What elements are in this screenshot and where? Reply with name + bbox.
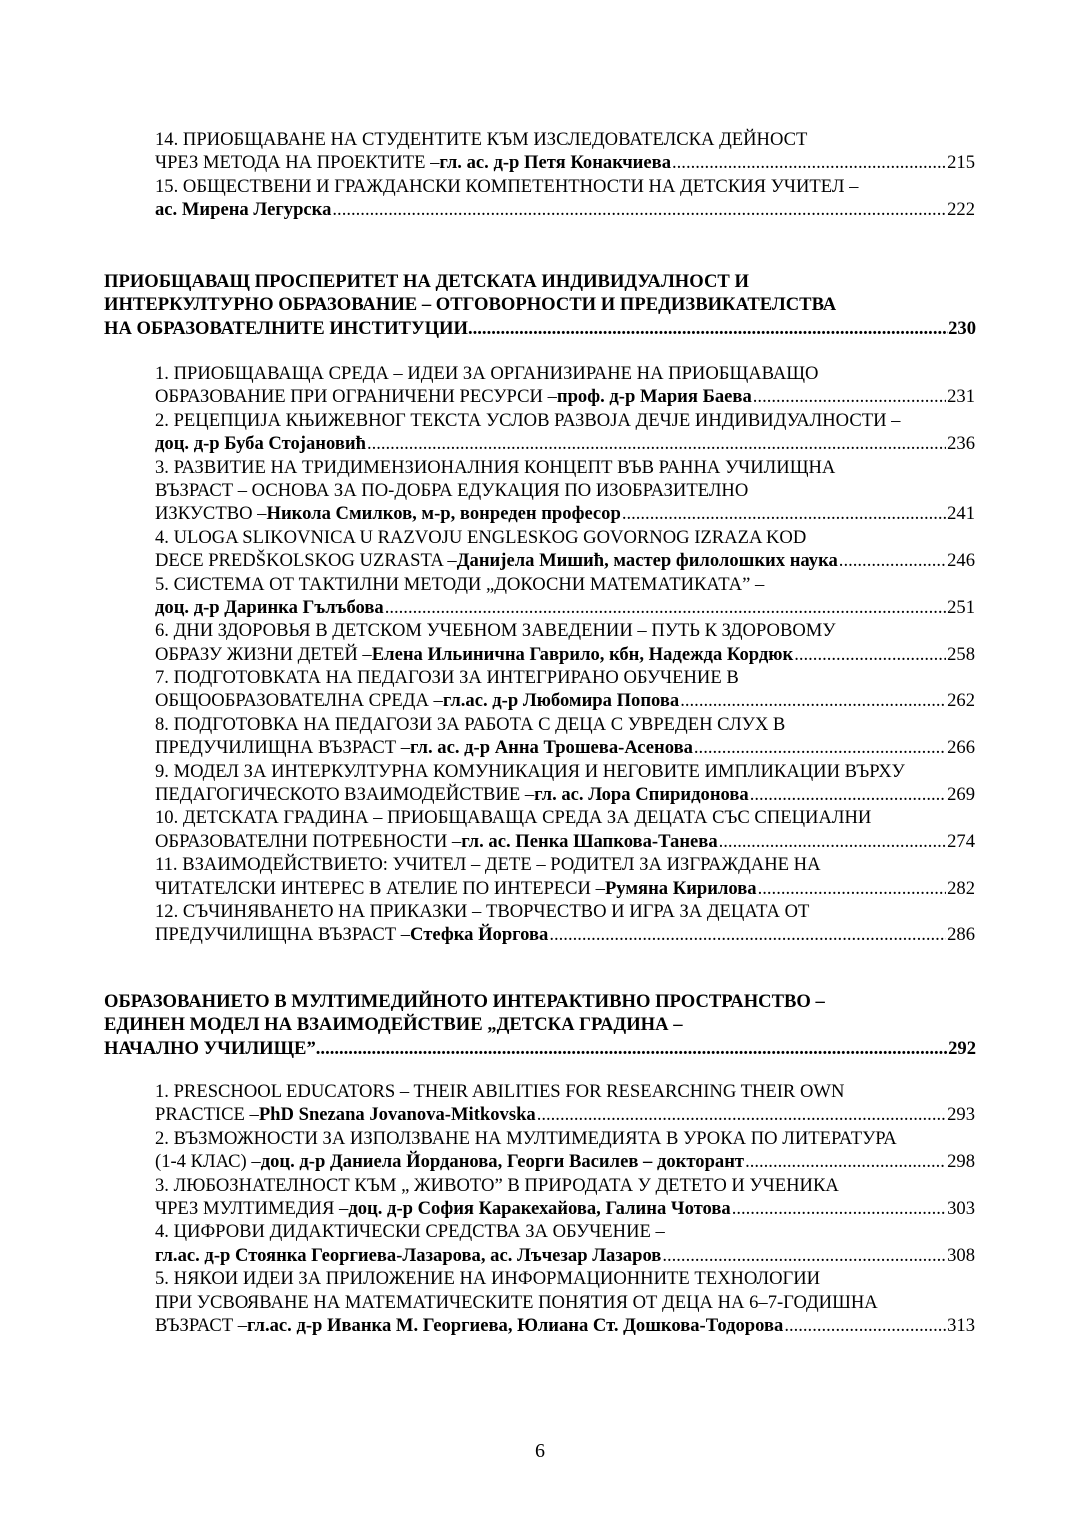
entry-line: ОБРАЗОВАНИЕТО В МУЛТИМЕДИЙНОТО ИНТЕРАКТИВНО ПРОСТРАНСТВО – [104, 991, 825, 1012]
entry-line [155, 596, 975, 619]
entry-line: (1-4 КЛАС) – доц. д-р Даниела Йорданова, Георги Василев – докторант ..... 298 [155, 1150, 975, 1173]
entry-line: ВЪЗРАСТ – ОСНОВА ЗА ПО-ДОБРА ЕДУКАЦИЯ ПО ИЗОБРАЗИТЕЛНО [155, 479, 749, 501]
entry-author: Данијела Мишић, мастер филолошких наука [456, 550, 838, 572]
dot-leader [549, 923, 946, 946]
dot-leader [537, 1103, 946, 1126]
entry-page: 236 [947, 433, 975, 455]
entry-line: PRACTICE – PhD Snezana Jovanova-Mitkovska ..... 293 [155, 1103, 975, 1126]
entry-page: 303 [947, 1197, 975, 1219]
entry-line: ОБЩООБРАЗОВАТЕЛНА СРЕДА – гл.ас. д-р Любомира Попова ..... 262 [155, 689, 975, 712]
section-heading[interactable] [104, 270, 976, 340]
entry-line: 3. ЛЮБОЗНАТЕЛНОСТ КЪМ „ ЖИВОТО” В ПРИРОДАТА У ДЕТЕТО И УЧЕНИКА [155, 1174, 839, 1196]
entry-line [155, 432, 975, 455]
entry-page: 258 [947, 643, 975, 665]
entry-author: Никола Смилков, м-р, вонреден професор [266, 503, 621, 525]
dot-leader [784, 1314, 946, 1337]
entry-line: 5. СИСТЕМА ОТ ТАКТИЛНИ МЕТОДИ „ДОКОСНИ МАТЕМАТИКАТА” – [155, 573, 765, 595]
dot-leader [745, 1150, 946, 1173]
dot-leader [385, 596, 946, 619]
page-number: 6 [535, 1440, 545, 1462]
entry-author: гл.ас. д-р Иванка М. Георгиева, Юлиана Ст. Дошкова-Тодорова [247, 1314, 784, 1336]
entry-page: 286 [947, 924, 975, 946]
entry-line: 11. ВЗАИМОДЕЙСТВИЕТО: УЧИТЕЛ – ДЕТЕ – РОДИТЕЛ ЗА ИЗГРАЖДАНЕ НА [155, 854, 821, 876]
entry-author: гл.ас. д-р Стоянка Георгиева-Лазарова, ас. Лъчезар Лазаров [155, 1244, 662, 1266]
entry-line: ПЕДАГОГИЧЕСКОТО ВЗАИМОДЕЙСТВИЕ – гл. ас. Лора Спиридонова ..... 269 [155, 783, 975, 806]
entry-page: 266 [947, 737, 975, 759]
entry-page: 246 [947, 550, 975, 572]
entry-author: доц. д-р Даниела Йорданова, Георги Василев – докторант [260, 1151, 745, 1173]
entry-line: ПРЕДУЧИЛИЩНА ВЪЗРАСТ – Стефка Йоргова ..... 286 [155, 923, 975, 946]
dot-leader [753, 385, 946, 408]
entry-line: ВЪЗРАСТ – гл.ас. д-р Иванка М. Георгиева, Юлиана Ст. Дошкова-Тодорова ..... 313 [155, 1314, 975, 1337]
dot-leader [758, 877, 947, 900]
entry-line: 10. ДЕТСКАТА ГРАДИНА – ПРИОБЩАВАЩА СРЕДА ЗА ДЕЦАТА СЪС СПЕЦИАЛНИ [155, 807, 872, 829]
dot-leader [750, 783, 946, 806]
entry-line: 2. РЕЦЕПЦИЈА КЊИЖЕВНОГ ТЕКСТА УСЛОВ РАЗВОЈА ДЕЧЈЕ ИНДИВИДУАЛНОСТИ – [155, 409, 901, 431]
entry-page: 231 [947, 386, 975, 408]
entry-line: ПРЕДУЧИЛИЩНА ВЪЗРАСТ – гл. ас. д-р Анна Трошева-Асенова ..... 266 [155, 736, 975, 759]
dot-leader [680, 689, 946, 712]
toc-entry[interactable] [155, 175, 975, 222]
entry-line: 7. ПОДГОТОВКАТА НА ПЕДАГОЗИ ЗА ИНТЕГРИРАНО ОБУЧЕНИЕ В [155, 667, 739, 689]
entry-page: 282 [947, 877, 975, 899]
entry-line: ИНТЕРКУЛТУРНО ОБРАЗОВАНИЕ – ОТГОВОРНОСТИ И ПРЕДИЗВИКАТЕЛСТВА [104, 294, 837, 316]
entry-last-line [155, 198, 975, 221]
entry-author: ас. Мирена Легурска [155, 199, 332, 221]
dot-leader [732, 1197, 946, 1220]
entry-author: доц. д-р Даринка Гълъбова [155, 596, 384, 618]
entry-line: ОБРАЗУ ЖИЗНИ ДЕТЕЙ – Елена Ильинична Гаврило, кбн, Надежда Кордюк ..... 258 [155, 643, 975, 666]
dot-leader [719, 830, 946, 853]
dot-leader [839, 549, 946, 572]
entry-line [155, 1244, 975, 1267]
dot-leader [694, 736, 946, 759]
entry-line: 2. ВЪЗМОЖНОСТИ ЗА ИЗПОЛЗВАНЕ НА МУЛТИМЕДИЯТА В УРОКА ПО ЛИТЕРАТУРА [155, 1127, 897, 1149]
entry-line: 4. ULOGA SLIKOVNICA U RAZVOJU ENGLESKOG GOVORNOG IZRAZA KOD [155, 526, 807, 548]
entry-author: Елена Ильинична Гаврило, кбн, Надежда Кордюк [371, 643, 794, 665]
entry-line: 6. ДНИ ЗДОРОВЬЯ В ДЕТСКОМ УЧЕБНОМ ЗАВЕДЕНИИ – ПУТЬ К ЗДОРОВОМУ [155, 620, 836, 642]
entry-line: 15. ОБЩЕСТВЕНИ И ГРАЖДАНСКИ КОМПЕТЕНТНОСТИ НА ДЕТСКИЯ УЧИТЕЛ – [155, 175, 859, 197]
entry-author: проф. д-р Мария Баева [556, 386, 752, 408]
entry-author: гл. ас. Лора Спиридонова [534, 784, 749, 806]
entry-line: 4. ЦИФРОВИ ДИДАКТИЧЕСКИ СРЕДСТВА ЗА ОБУЧЕНИЕ – [155, 1221, 665, 1243]
entry-last-line: ЧРЕЗ МЕТОДА НА ПРОЕКТИТЕ – гл. ас. д-р Петя Конакчиева ..... 215 [155, 151, 975, 174]
entry-line: 5. НЯКОИ ИДЕИ ЗА ПРИЛОЖЕНИЕ НА ИНФОРМАЦИОННИТЕ ТЕХНОЛОГИИ [155, 1268, 821, 1290]
entry-line: ОБРАЗОВАНИЕ ПРИ ОГРАНИЧЕНИ РЕСУРСИ – проф. д-р Мария Баева ..... 231 [155, 385, 975, 408]
dot-leader [794, 643, 946, 666]
entry-page: 241 [947, 503, 975, 525]
entry-line: 8. ПОДГОТОВКА НА ПЕДАГОЗИ ЗА РАБОТА С ДЕЦА С УВРЕДЕН СЛУХ В [155, 713, 786, 735]
entry-line: 1. PRESCHOOL EDUCATORS – THEIR ABILITIES FOR RESEARCHING THEIR OWN [155, 1081, 845, 1102]
entry-line: ЧРЕЗ МУЛТИМЕДИЯ – доц. д-р София Каракехайова, Галина Чотова ..... 303 [155, 1197, 975, 1220]
entry-author: гл. ас. Пенка Шапкова-Танева [461, 830, 718, 852]
entry-page: 222 [947, 199, 975, 221]
dot-leader [316, 1037, 948, 1060]
entry-line: НА ОБРАЗОВАТЕЛНИТЕ ИНСТИТУЦИИ ..... 230 [104, 317, 976, 340]
entry-page: 251 [947, 596, 975, 618]
entry-line: 14. ПРИОБЩАВАНЕ НА СТУДЕНТИТЕ КЪМ ИЗСЛЕДОВАТЕЛСКА ДЕЙНОСТ [155, 129, 808, 150]
entry-line: 9. МОДЕЛ ЗА ИНТЕРКУЛТУРНА КОМУНИКАЦИЯ И НЕГОВИТЕ ИМПЛИКАЦИИ ВЪРХУ [155, 760, 905, 782]
section-page: 230 [948, 317, 976, 339]
entry-author: гл. ас. д-р Анна Трошева-Асенова [410, 737, 693, 759]
entry-page: 269 [947, 784, 975, 806]
entry-author: доц. д-р Буба Стојановић [155, 433, 366, 455]
entry-author: Стефка Йоргова [410, 924, 549, 946]
dot-leader [468, 317, 948, 340]
entry-page: 308 [947, 1244, 975, 1266]
entry-page: 274 [947, 830, 975, 852]
entry-line: 3. РАЗВИТИЕ НА ТРИДИМЕНЗИОНАЛНИЯ КОНЦЕПТ ВЪВ РАННА УЧИЛИЩНА [155, 456, 836, 478]
section1-entries [155, 362, 975, 947]
entry-page: 215 [947, 152, 975, 174]
entry-line: ПРИ УСВОЯВАНЕ НА МАТЕМАТИЧЕСКИТЕ ПОНЯТИЯ ОТ ДЕЦА НА 6–7-ГОДИШНА [155, 1291, 878, 1313]
entry-page: 293 [947, 1104, 975, 1126]
entry-line: ЕДИНЕН МОДЕЛ НА ВЗАИМОДЕЙСТВИЕ „ДЕТСКА ГРАДИНА – [104, 1014, 683, 1036]
dot-leader [622, 502, 946, 525]
entry-author: Румяна Кирилова [604, 877, 757, 899]
dot-leader [672, 151, 946, 174]
toc-top-entries [155, 128, 975, 222]
entry-line: ЧИТАТЕЛСКИ ИНТЕРЕС В АТЕЛИЕ ПО ИНТЕРЕСИ – Румяна Кирилова ..... 282 [155, 877, 975, 900]
section2-entries [155, 1080, 975, 1337]
entry-line: DECE PREDŠKOLSKOG UZRASTA – Данијела Мишић, мастер филолошких наука ..... 246 [155, 549, 975, 572]
entry-author: гл. ас. д-р Петя Конакчиева [439, 152, 671, 174]
entry-line: ИЗКУСТВО – Никола Смилков, м-р, вонреден професор ..... 241 [155, 502, 975, 525]
entry-page: 298 [947, 1151, 975, 1173]
entry-page: 313 [947, 1314, 975, 1336]
entry-author: PhD Snezana Jovanova-Mitkovska [258, 1104, 536, 1126]
entry-line: ОБРАЗОВАТЕЛНИ ПОТРЕБНОСТИ – гл. ас. Пенка Шапкова-Танева ..... 274 [155, 830, 975, 853]
entry-line: 12. СЪЧИНЯВАНЕТО НА ПРИКАЗКИ – ТВОРЧЕСТВО И ИГРА ЗА ДЕЦАТА ОТ [155, 900, 810, 922]
dot-leader [332, 198, 946, 221]
section-heading[interactable] [104, 990, 976, 1060]
toc-entry[interactable] [155, 128, 975, 175]
entry-line: НАЧАЛНО УЧИЛИЩЕ” ..... 292 [104, 1037, 976, 1060]
entry-author: доц. д-р София Каракехайова, Галина Чотова [348, 1197, 731, 1219]
entry-author: гл.ас. д-р Любомира Попова [442, 690, 680, 712]
entry-line: ПРИОБЩАВАЩ ПРОСПЕРИТЕТ НА ДЕТСКАТА ИНДИВИДУАЛНОСТ И [104, 271, 749, 292]
entry-page: 262 [947, 690, 975, 712]
entry-line: 1. ПРИОБЩАВАЩА СРЕДА – ИДЕИ ЗА ОРГАНИЗИРАНЕ НА ПРИОБЩАВАЩО [155, 363, 819, 384]
dot-leader [662, 1244, 946, 1267]
section-page: 292 [948, 1037, 976, 1059]
dot-leader [367, 432, 946, 455]
